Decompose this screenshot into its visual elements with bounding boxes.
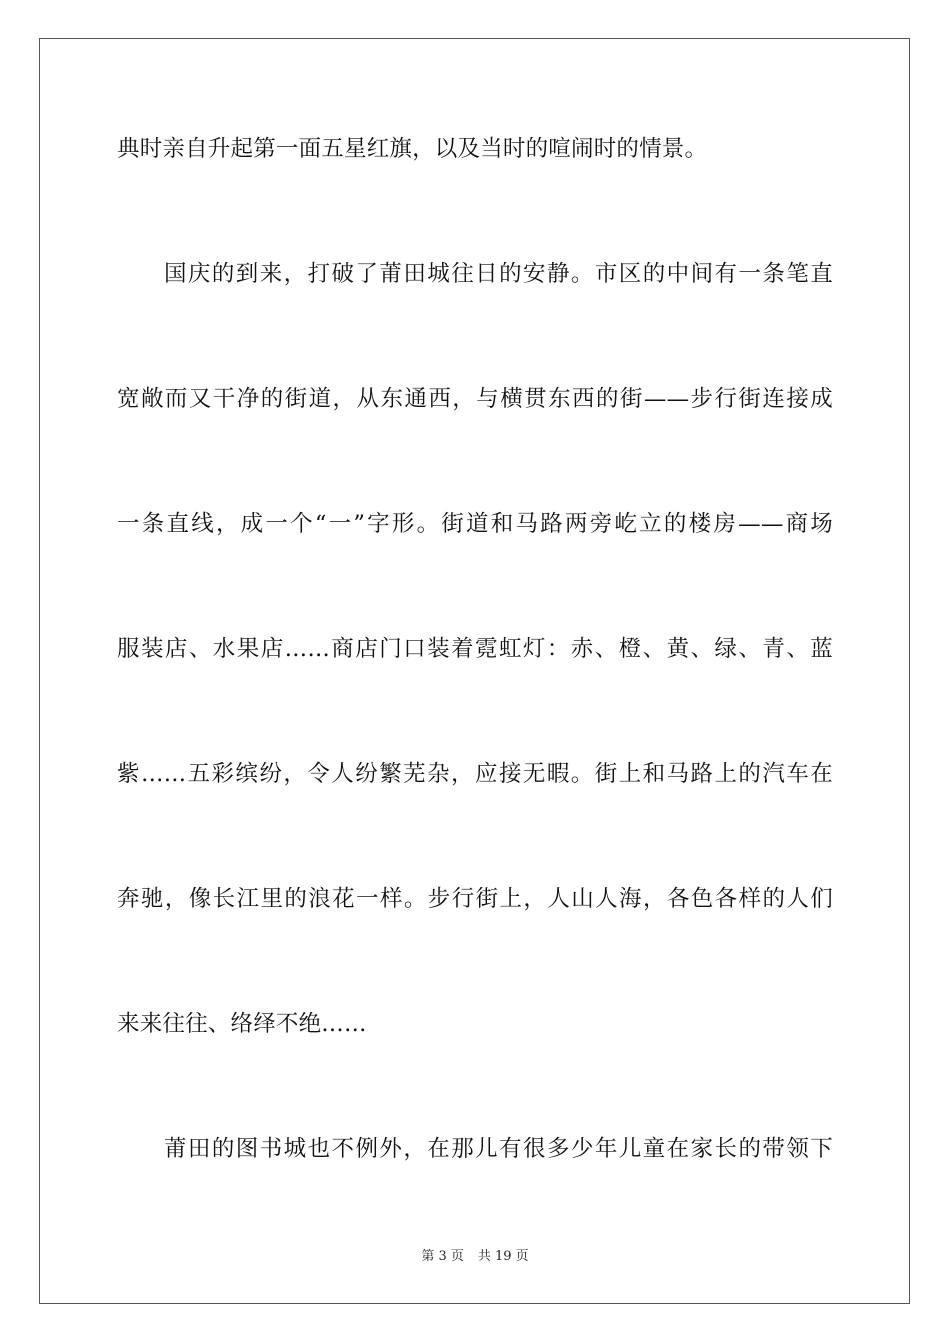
total-pages: 共 19 页 <box>477 1249 529 1264</box>
text-line-4: 一条直线，成一个“一”字形。街道和马路两旁屹立的楼房——商场 <box>117 511 833 537</box>
page-footer <box>0 1248 950 1266</box>
text-line-2: 国庆的到来，打破了莆田城往日的安静。市区的中间有一条笔直 <box>164 261 833 287</box>
text-line-6: 紫……五彩缤纷，令人纷繁芜杂，应接无暇。街上和马路上的汽车在 <box>117 761 833 787</box>
page-frame <box>39 38 910 1304</box>
text-line-1: 典时亲自升起第一面五星红旗，以及当时的喧闹时的情景。 <box>117 136 708 162</box>
text-line-3: 宽敞而又干净的街道，从东通西，与横贯东西的街——步行街连接成 <box>117 386 833 412</box>
text-line-9: 莆田的图书城也不例外，在那儿有很多少年儿童在家长的带领下 <box>164 1136 833 1162</box>
page-number: 第 3 页 <box>421 1249 464 1264</box>
text-line-7: 奔驰，像长江里的浪花一样。步行街上，人山人海，各色各样的人们 <box>117 886 833 912</box>
text-line-8: 来来往往、络绎不绝…… <box>117 1011 367 1037</box>
text-line-5: 服装店、水果店……商店门口装着霓虹灯：赤、橙、黄、绿、青、蓝 <box>117 636 833 662</box>
